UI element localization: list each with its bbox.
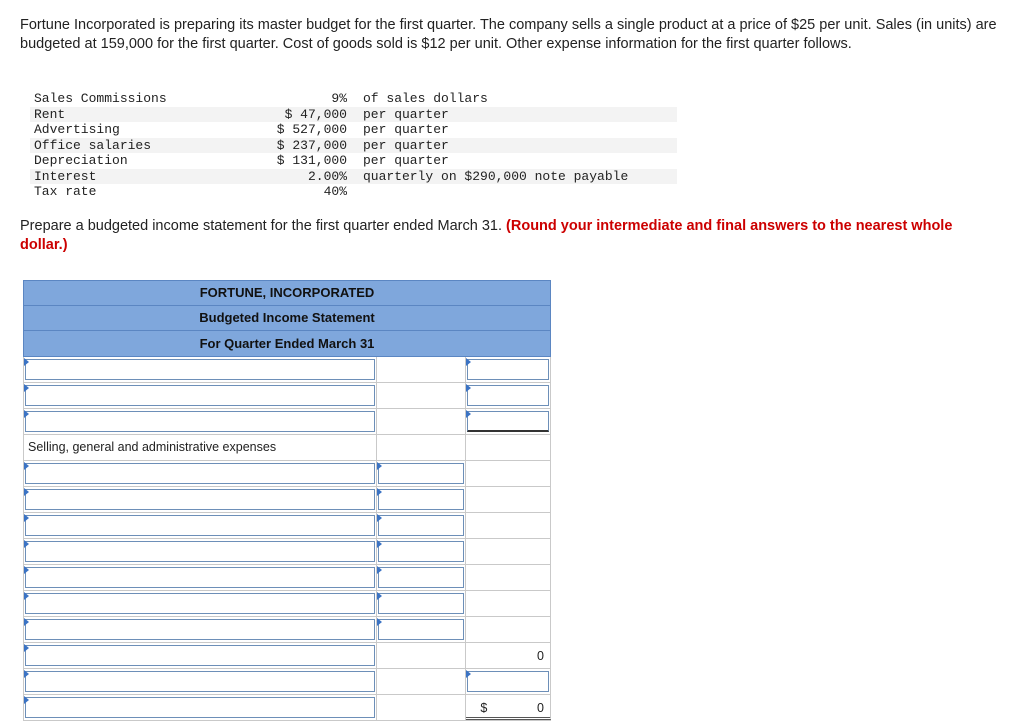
- expense-name: Tax rate: [34, 184, 97, 199]
- statement-row: [23, 591, 551, 617]
- expense-account-select[interactable]: [25, 463, 375, 484]
- statement-row: [23, 357, 551, 383]
- expense-unit: per quarter: [363, 122, 449, 137]
- expense-row: [30, 138, 677, 154]
- amount-input[interactable]: [467, 411, 549, 432]
- statement-row: [23, 487, 551, 513]
- account-select[interactable]: [25, 671, 375, 692]
- expense-account-select[interactable]: [25, 489, 375, 510]
- statement-row: [23, 513, 551, 539]
- dropdown-marker-icon: [377, 514, 382, 522]
- expense-amount-input[interactable]: [378, 593, 465, 614]
- expense-amount: 9%: [331, 91, 347, 106]
- amount-input[interactable]: [467, 385, 549, 406]
- expense-unit: per quarter: [359, 107, 677, 123]
- dropdown-marker-icon: [24, 358, 29, 366]
- expense-row: [30, 169, 677, 185]
- expense-unit: [359, 184, 677, 200]
- expense-amount: 40%: [323, 184, 347, 199]
- expense-name: Depreciation: [34, 153, 128, 168]
- expense-account-select[interactable]: [25, 619, 375, 640]
- dropdown-marker-icon: [24, 670, 29, 678]
- sga-label: Selling, general and administrative expenses: [28, 440, 277, 454]
- statement-row: [23, 409, 551, 435]
- dropdown-marker-icon: [24, 696, 29, 704]
- dropdown-marker-icon: [24, 592, 29, 600]
- expense-account-select[interactable]: [25, 541, 375, 562]
- total-dollar-sign: $: [480, 701, 488, 715]
- subtotal-value: 0: [537, 649, 544, 663]
- expense-amount: $ 131,000: [276, 153, 347, 168]
- statement-row: [23, 565, 551, 591]
- expense-unit: per quarter: [363, 153, 449, 168]
- dropdown-marker-icon: [24, 618, 29, 626]
- statement-row: [23, 383, 551, 409]
- expense-name: Office salaries: [30, 138, 183, 154]
- expense-name: Interest: [30, 169, 183, 185]
- dropdown-marker-icon: [466, 410, 471, 418]
- statement-row: [23, 695, 551, 721]
- expense-row: [30, 184, 677, 200]
- dropdown-marker-icon: [466, 358, 471, 366]
- dropdown-marker-icon: [24, 384, 29, 392]
- problem-intro: Fortune Incorporated is preparing its master budget for the first quarter. The company sells a single product at a price of $25 per unit. Sales (in units) are budgeted at 159,000 for the first quarter. Cost of goods sold is $12 per unit. Other expense information for the first quarter follows.: [20, 17, 997, 52]
- expense-unit: per quarter: [359, 138, 677, 154]
- expense-amount: $ 527,000: [276, 122, 347, 137]
- account-select[interactable]: [25, 697, 375, 718]
- statement-row: [23, 435, 551, 461]
- dropdown-marker-icon: [377, 566, 382, 574]
- expense-name: Sales Commissions: [34, 91, 167, 106]
- expense-name: Advertising: [34, 122, 120, 137]
- expense-amount: 2.00%: [183, 169, 359, 185]
- account-select[interactable]: [25, 645, 375, 666]
- expense-unit: quarterly on $290,000 note payable: [359, 169, 677, 185]
- dropdown-marker-icon: [24, 514, 29, 522]
- dropdown-marker-icon: [24, 644, 29, 652]
- statement-title-header: Budgeted Income Statement: [23, 306, 551, 331]
- expense-amount: $ 237,000: [183, 138, 359, 154]
- statement-row: [23, 539, 551, 565]
- account-select[interactable]: [25, 359, 375, 380]
- dropdown-marker-icon: [377, 540, 382, 548]
- account-select[interactable]: [25, 385, 375, 406]
- expense-row: [30, 122, 677, 138]
- expense-row: [30, 91, 677, 107]
- expense-amount-input[interactable]: [378, 515, 465, 536]
- rounding-note: (Round your intermediate and final answers to the nearest whole dollar.): [20, 218, 953, 253]
- dropdown-marker-icon: [377, 488, 382, 496]
- expense-amount-input[interactable]: [378, 463, 465, 484]
- statement-row: [23, 461, 551, 487]
- expense-account-select[interactable]: [25, 567, 375, 588]
- dropdown-marker-icon: [466, 670, 471, 678]
- dropdown-marker-icon: [377, 462, 382, 470]
- income-statement-form: [23, 280, 551, 721]
- expense-amount-input[interactable]: [378, 541, 465, 562]
- dropdown-marker-icon: [24, 488, 29, 496]
- statement-row: [23, 643, 551, 669]
- dropdown-marker-icon: [24, 462, 29, 470]
- dropdown-marker-icon: [466, 384, 471, 392]
- statement-row: [23, 617, 551, 643]
- dropdown-marker-icon: [24, 410, 29, 418]
- dropdown-marker-icon: [24, 566, 29, 574]
- expense-unit: of sales dollars: [363, 91, 488, 106]
- expense-table: [30, 91, 677, 200]
- expense-account-select[interactable]: [25, 593, 375, 614]
- total-value: 0: [537, 701, 544, 715]
- amount-input[interactable]: [467, 671, 549, 692]
- account-select[interactable]: [25, 411, 375, 432]
- expense-amount: $ 47,000: [183, 107, 359, 123]
- expense-amount-input[interactable]: [378, 567, 465, 588]
- dropdown-marker-icon: [24, 540, 29, 548]
- instructions-text: Prepare a budgeted income statement for the first quarter ended March 31.: [20, 218, 502, 234]
- expense-row: [30, 153, 677, 169]
- expense-account-select[interactable]: [25, 515, 375, 536]
- period-header: For Quarter Ended March 31: [23, 331, 551, 357]
- amount-input[interactable]: [467, 359, 549, 380]
- company-name-header: FORTUNE, INCORPORATED: [23, 280, 551, 306]
- expense-amount-input[interactable]: [378, 619, 465, 640]
- dropdown-marker-icon: [377, 592, 382, 600]
- instructions: [20, 217, 1000, 255]
- statement-row: [23, 669, 551, 695]
- dropdown-marker-icon: [377, 618, 382, 626]
- expense-amount-input[interactable]: [378, 489, 465, 510]
- expense-name: Rent: [30, 107, 183, 123]
- expense-row: [30, 107, 677, 123]
